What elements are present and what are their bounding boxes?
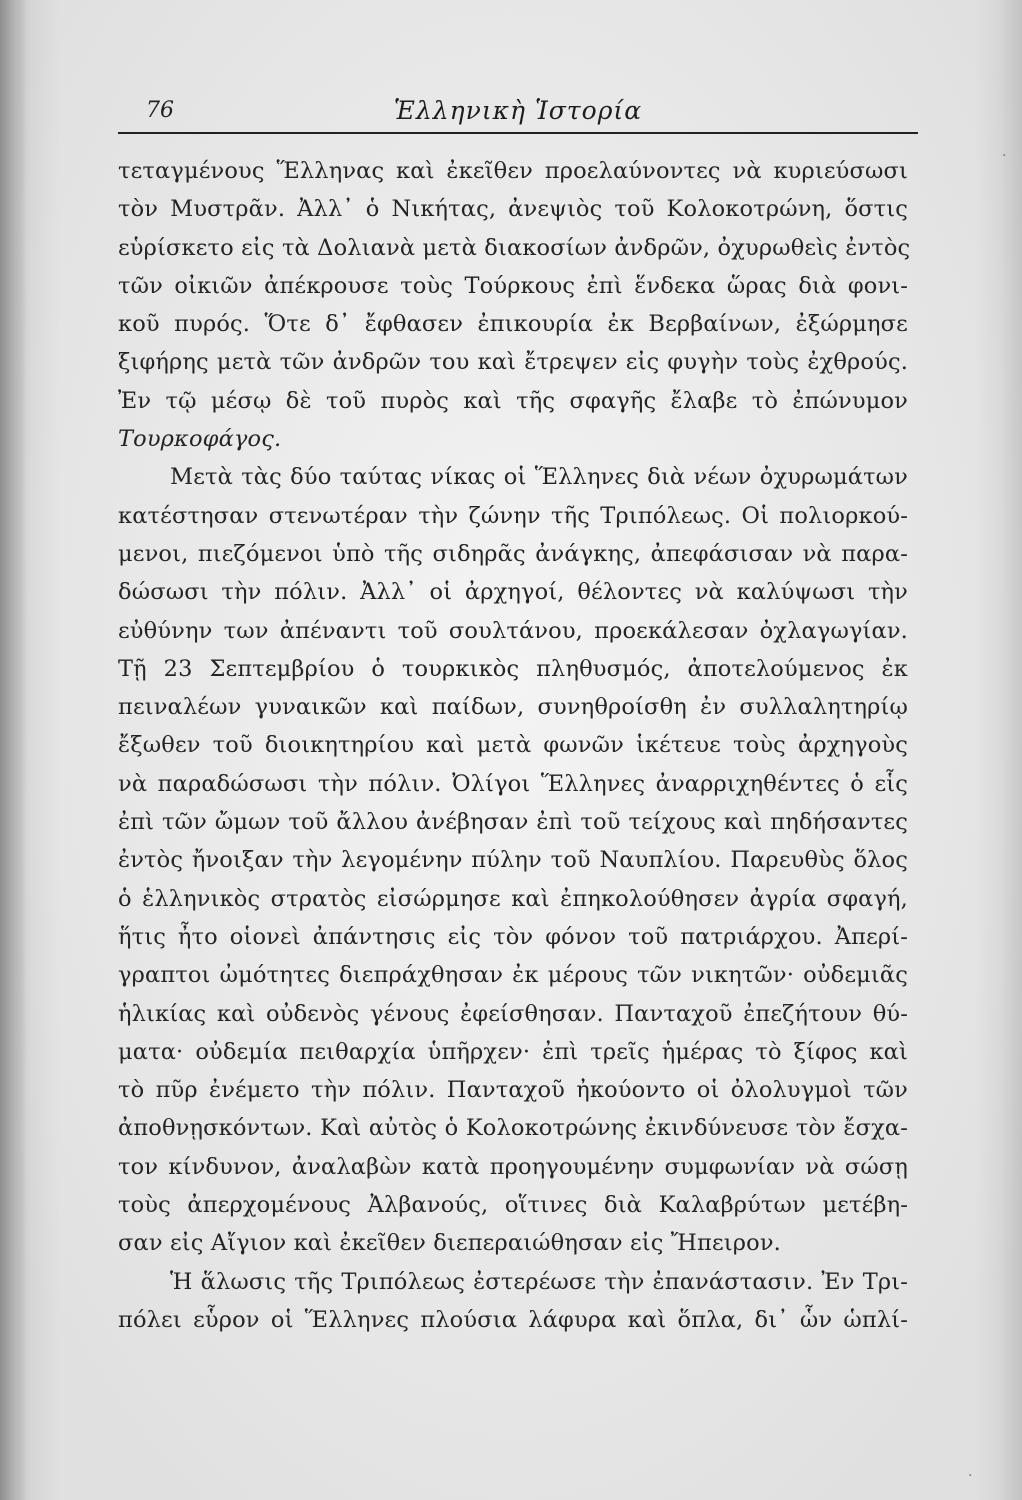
body-text (118, 152, 911, 1339)
text-line: ἀποθνῃσκόντων. Καὶ αὐτὸς ὁ Κολοκοτρώνης ἐκινδύνευσε τὸν ἔσχα- (118, 1115, 908, 1142)
text-line: ἐντὸς ἤνοιξαν τὴν λεγομένην πύλην τοῦ Ναυπλίου. Παρευθὺς ὅλος (118, 847, 908, 874)
text-line: τὸ πῦρ ἐνέμετο τὴν πόλιν. Πανταχοῦ ἠκούοντο οἱ ὀλολυγμοὶ τῶν (118, 1077, 908, 1104)
text-line: εὑρίσκετο εἰς τὰ Δολιανὰ μετὰ διακοσίων ἀνδρῶν, ὀχυρωθεὶς ἐντὸς (118, 234, 911, 261)
text-line: ἡλικίας καὶ οὐδενὸς γένους ἐφείσθησαν. Πανταχοῦ ἐπεζήτουν θύ- (118, 1000, 908, 1027)
text-line (118, 420, 908, 458)
text-line: πειναλέων γυναικῶν καὶ παίδων, συνηθροίσθη ἐν συλλαλητηρίῳ (118, 694, 908, 721)
text-line: δώσωσι τὴν πόλιν. Ἀλλ᾽ οἱ ἀρχηγοί, θέλοντες νὰ καλύψωσι τὴν (118, 579, 908, 606)
text-line: τεταγμένους Ἕλληνας καὶ ἐκεῖθεν προελαύνοντες νὰ κυριεύσωσι (118, 158, 908, 184)
text-line: ἔξωθεν τοῦ διοικητηρίου καὶ μετὰ φωνῶν ἱκέτευε τοὺς ἀρχηγοὺς (118, 732, 908, 759)
text-line: ματα· οὐδεμία πειθαρχία ὑπῆρχεν· ἐπὶ τρεῖς ἡμέρας τὸ ξίφος καὶ (118, 1038, 908, 1065)
text-line: τοὺς ἀπερχομένους Ἀλβανούς, οἵτινες διὰ Καλαβρύτων μετέβη- (118, 1192, 908, 1219)
text-line: ὁ ἑλληνικὸς στρατὸς εἰσώρμησε καὶ ἐπηκολούθησεν ἀγρία σφαγή, (118, 885, 908, 912)
text-line: εὐθύνην των ἀπέναντι τοῦ σουλτάνου, προεκάλεσαν ὀχλαγωγίαν. (118, 617, 908, 644)
text-line: γραπτοι ὠμότητες διεπράχθησαν ἐκ μέρους τῶν νικητῶν· οὐδεμιᾶς (118, 962, 908, 989)
epithet-italic: Τουρκοφάγος. (118, 426, 282, 453)
paragraph-start-line: Ἡ ἅλωσις τῆς Τριπόλεως ἐστερέωσε τὴν ἐπανάστασιν. Ἐν Τρι- (170, 1268, 908, 1295)
text-line: Τῇ 23 Σεπτεμβρίου ὁ τουρκικὸς πληθυσμός, ἀποτελούμενος ἐκ (118, 655, 908, 682)
text-line: ξιφήρης μετὰ τῶν ἀνδρῶν του καὶ ἔτρεψεν εἰς φυγὴν τοὺς ἐχθρούς. (118, 349, 908, 376)
paper-speck: · (968, 1468, 973, 1484)
running-title: Ἑλληνικὴ Ἱστορία (393, 96, 643, 125)
text-line: σαν εἰς Αἴγιον καὶ ἐκεῖθεν διεπεραιώθησαν εἰς Ἤπειρον. (118, 1230, 781, 1257)
page-number: 76 (146, 98, 174, 123)
paper-speck: · (1002, 148, 1007, 164)
page-header (118, 92, 918, 134)
paragraph-start-line: Μετὰ τὰς δύο ταύτας νίκας οἱ Ἕλληνες διὰ νέων ὀχυρωμάτων (170, 464, 908, 491)
text-line: Ἐν τῷ μέσῳ δὲ τοῦ πυρὸς καὶ τῆς σφαγῆς ἔλαβε τὸ ἐπώνυμον (118, 387, 908, 414)
text-line: πόλει εὗρον οἱ Ἕλληνες πλούσια λάφυρα καὶ ὅπλα, δι᾽ ὧν ὡπλί- (118, 1306, 908, 1333)
text-line: κοῦ πυρός. Ὅτε δ᾽ ἔφθασεν ἐπικουρία ἐκ Βερβαίνων, ἐξώρμησε (118, 311, 908, 338)
text-line: τον κίνδυνον, ἀναλαβὼν κατὰ προηγουμένην συμφωνίαν νὰ σώσῃ (118, 1153, 908, 1180)
text-line: μενοι, πιεζόμενοι ὑπὸ τῆς σιδηρᾶς ἀνάγκης, ἀπεφάσισαν νὰ παρα- (118, 540, 908, 567)
text-line: τῶν οἰκιῶν ἀπέκρουσε τοὺς Τούρκους ἐπὶ ἕνδεκα ὥρας διὰ φονι- (118, 272, 908, 299)
text-line: κατέστησαν στενωτέραν τὴν ζώνην τῆς Τριπόλεως. Οἱ πολιορκού- (118, 502, 908, 529)
text-line: τὸν Μυστρᾶν. Ἀλλ᾽ ὁ Νικήτας, ἀνεψιὸς τοῦ Κολοκοτρώνη, ὅστις (118, 196, 908, 223)
text-line: ἥτις ἦτο οἱονεὶ ἀπάντησις εἰς τὸν φόνον τοῦ πατριάρχου. Ἀπερί- (118, 923, 908, 950)
page-gutter-shadow (0, 0, 26, 1500)
text-line: νὰ παραδώσωσι τὴν πόλιν. Ὀλίγοι Ἕλληνες ἀναρριχηθέντες ὁ εἷς (118, 770, 908, 797)
text-line: ἐπὶ τῶν ὤμων τοῦ ἄλλου ἀνέβησαν ἐπὶ τοῦ τείχους καὶ πηδήσαντες (118, 809, 908, 836)
